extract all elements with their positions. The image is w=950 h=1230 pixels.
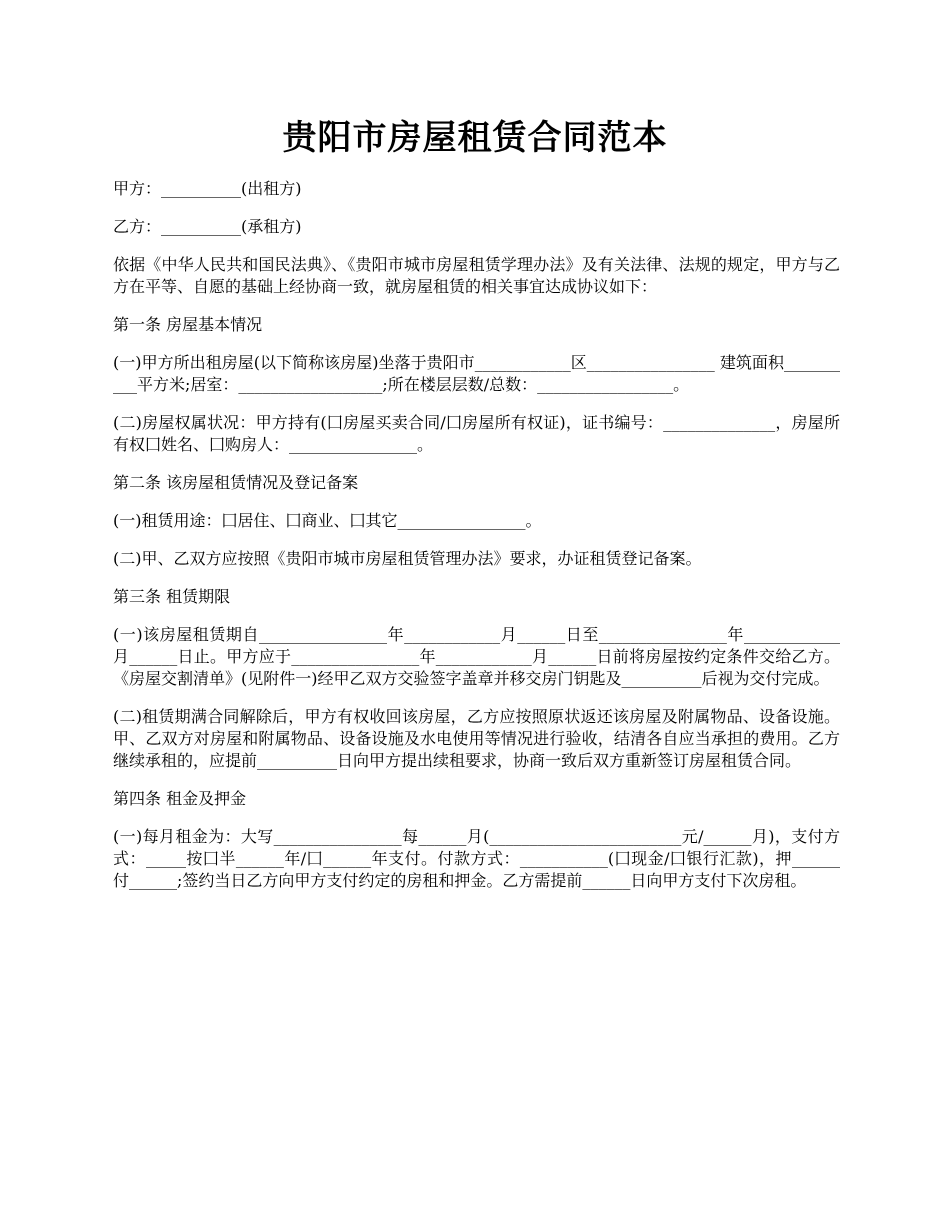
party-a-line: 甲方：__________(出租方) [113,179,302,198]
article-1-item-1: (一)甲方所出租房屋(以下简称该房屋)坐落于贵阳市____________区________________ 建筑面积__________平方米;居室：__________________;所在楼层层数/总数：_________________。 [113,353,840,394]
party-b-line: 乙方：__________(承租方) [113,217,302,236]
article-2-heading: 第二条 该房屋租赁情况及登记备案 [113,473,359,492]
article-1-heading: 第一条 房屋基本情况 [113,315,263,334]
article-3-item-1: (一)该房屋租赁期自________________年____________月______日至________________年____________月______日止。甲方应于________________年____________月______日前将房屋按约定条件交给乙方。《房屋交割清单》(见附件一)经甲乙双方交验签字盖章并移交房门钥匙及__________后视为交付完成。 [113,625,840,688]
document-title: 贵阳市房屋租赁合同范本 [282,118,668,158]
article-4-heading: 第四条 租金及押金 [113,789,247,808]
article-2-item-2: (二)甲、乙双方应按照《贵阳市城市房屋租赁管理办法》要求，办证租赁登记备案。 [113,549,702,568]
article-2-item-1: (一)租赁用途：囗居住、囗商业、囗其它________________。 [113,511,542,530]
article-1-item-2: (二)房屋权属状况：甲方持有(囗房屋买卖合同/囗房屋所有权证)，证书编号：______________，房屋所有权囗姓名、囗购房人：________________。 [113,413,840,454]
article-4-item-1: (一)每月租金为：大写________________每______月(________________________元/______月)，支付方式：_____按囗半______年/囗______年支付。付款方式：___________(囗现金/囗银行汇款)，押______付______;签约当日乙方向甲方支付约定的房租和押金。乙方需提前______日向甲方支付下次房租。 [113,827,840,890]
article-3-item-2: (二)租赁期满合同解除后，甲方有权收回该房屋，乙方应按照原状返还该房屋及附属物品、设备设施。甲、乙双方对房屋和附属物品、设备设施及水电使用等情况进行验收，结清各自应当承担的费用。乙方继续承租的，应提前__________日向甲方提出续租要求，协商一致后双方重新签订房屋租赁合同。 [113,707,840,770]
document-body [113,178,840,908]
article-3-heading: 第三条 租赁期限 [113,587,231,606]
intro-paragraph: 依据《中华人民共和国民法典》、《贵阳市城市房屋租赁学理办法》及有关法律、法规的规定，甲方与乙方在平等、自愿的基础上经协商一致，就房屋租赁的相关事宜达成协议如下： [113,255,840,296]
